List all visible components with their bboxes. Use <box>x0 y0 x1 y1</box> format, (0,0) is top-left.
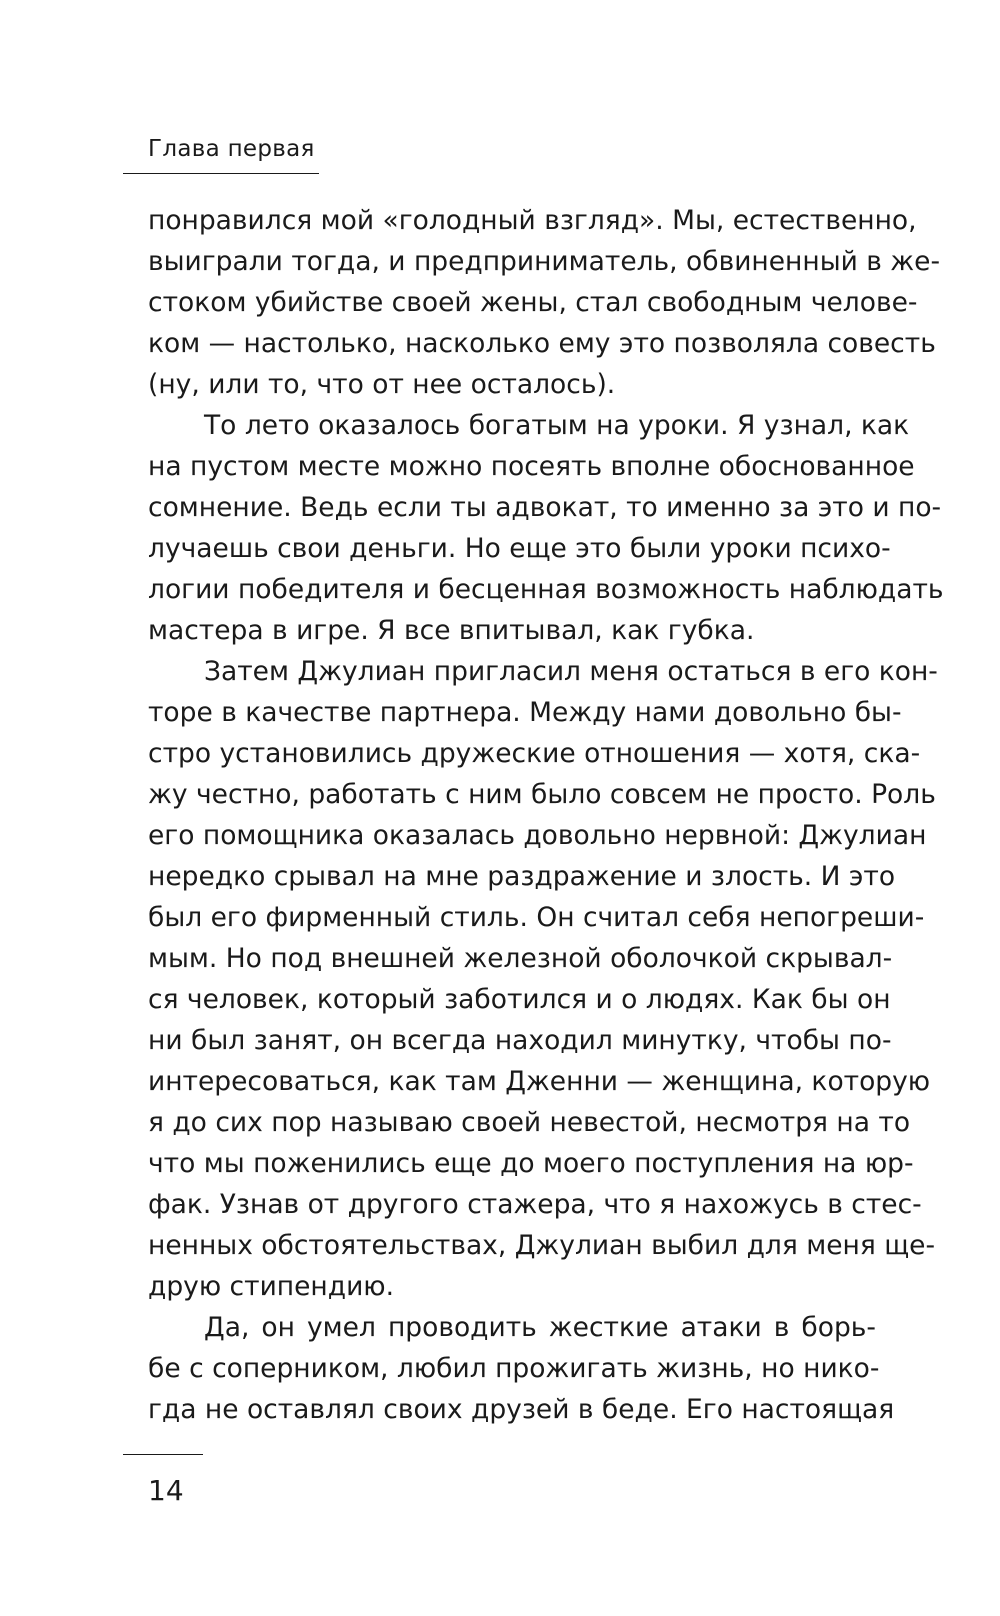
text-line: ни был занят, он всегда находил минутку, чтобы по- <box>148 1025 892 1056</box>
text-line: я до сих пор называю своей невестой, несмотря на то <box>148 1107 911 1138</box>
text-line: логии победителя и бесценная возможность наблюдать <box>148 574 944 605</box>
body-text <box>148 200 944 1430</box>
text-line: стро установились дружеские отношения — хотя, ска- <box>148 738 921 769</box>
text-line: ком — настолько, насколько ему это позволяла совесть <box>148 328 936 359</box>
text-line: Затем Джулиан пригласил меня остаться в его кон- <box>204 656 938 687</box>
text-line: жу честно, работать с ним было совсем не просто. Роль <box>148 779 936 810</box>
text-line: Да, он умел проводить жесткие атаки в борь- <box>204 1312 876 1343</box>
text-line: нередко срывал на мне раздражение и злость. И это <box>148 861 896 892</box>
page-number-rule <box>123 1454 203 1455</box>
text-line: лучаешь свои деньги. Но еще это были уроки психо- <box>148 533 891 564</box>
text-line: стоком убийстве своей жены, стал свободным челове- <box>148 287 918 318</box>
running-head-rule <box>123 173 319 174</box>
text-line: мастера в игре. Я все впитывал, как губка. <box>148 615 755 646</box>
text-line: понравился мой «голодный взгляд». Мы, естественно, <box>148 205 917 236</box>
text-line: ся человек, который заботился и о людях. Как бы он <box>148 984 891 1015</box>
text-line: что мы поженились еще до моего поступления на юр- <box>148 1148 914 1179</box>
page-number: 14 <box>148 1474 184 1507</box>
text-line: выиграли тогда, и предприниматель, обвиненный в же- <box>148 246 941 277</box>
text-line: интересоваться, как там Дженни — женщина, которую <box>148 1066 931 1097</box>
text-line: его помощника оказалась довольно нервной: Джулиан <box>148 820 927 851</box>
text-line: мым. Но под внешней железной оболочкой скрывал- <box>148 943 893 974</box>
text-line: ненных обстоятельствах, Джулиан выбил для меня ще- <box>148 1230 936 1261</box>
text-line: был его фирменный стиль. Он считал себя непогреши- <box>148 902 925 933</box>
text-line: гда не оставлял своих друзей в беде. Его настоящая <box>148 1394 895 1425</box>
text-line: бе с соперником, любил прожигать жизнь, но нико- <box>148 1353 880 1384</box>
text-line: на пустом месте можно посеять вполне обоснованное <box>148 451 915 482</box>
text-line: То лето оказалось богатым на уроки. Я узнал, как <box>204 410 910 441</box>
text-line: фак. Узнав от другого стажера, что я нахожусь в стес- <box>148 1189 922 1220</box>
text-line: (ну, или то, что от нее осталось). <box>148 369 616 400</box>
text-line: торе в качестве партнера. Между нами довольно бы- <box>148 697 902 728</box>
text-line: сомнение. Ведь если ты адвокат, то именно за это и по- <box>148 492 942 523</box>
text-line: друю стипендию. <box>148 1271 395 1302</box>
running-head: Глава первая <box>148 136 315 162</box>
